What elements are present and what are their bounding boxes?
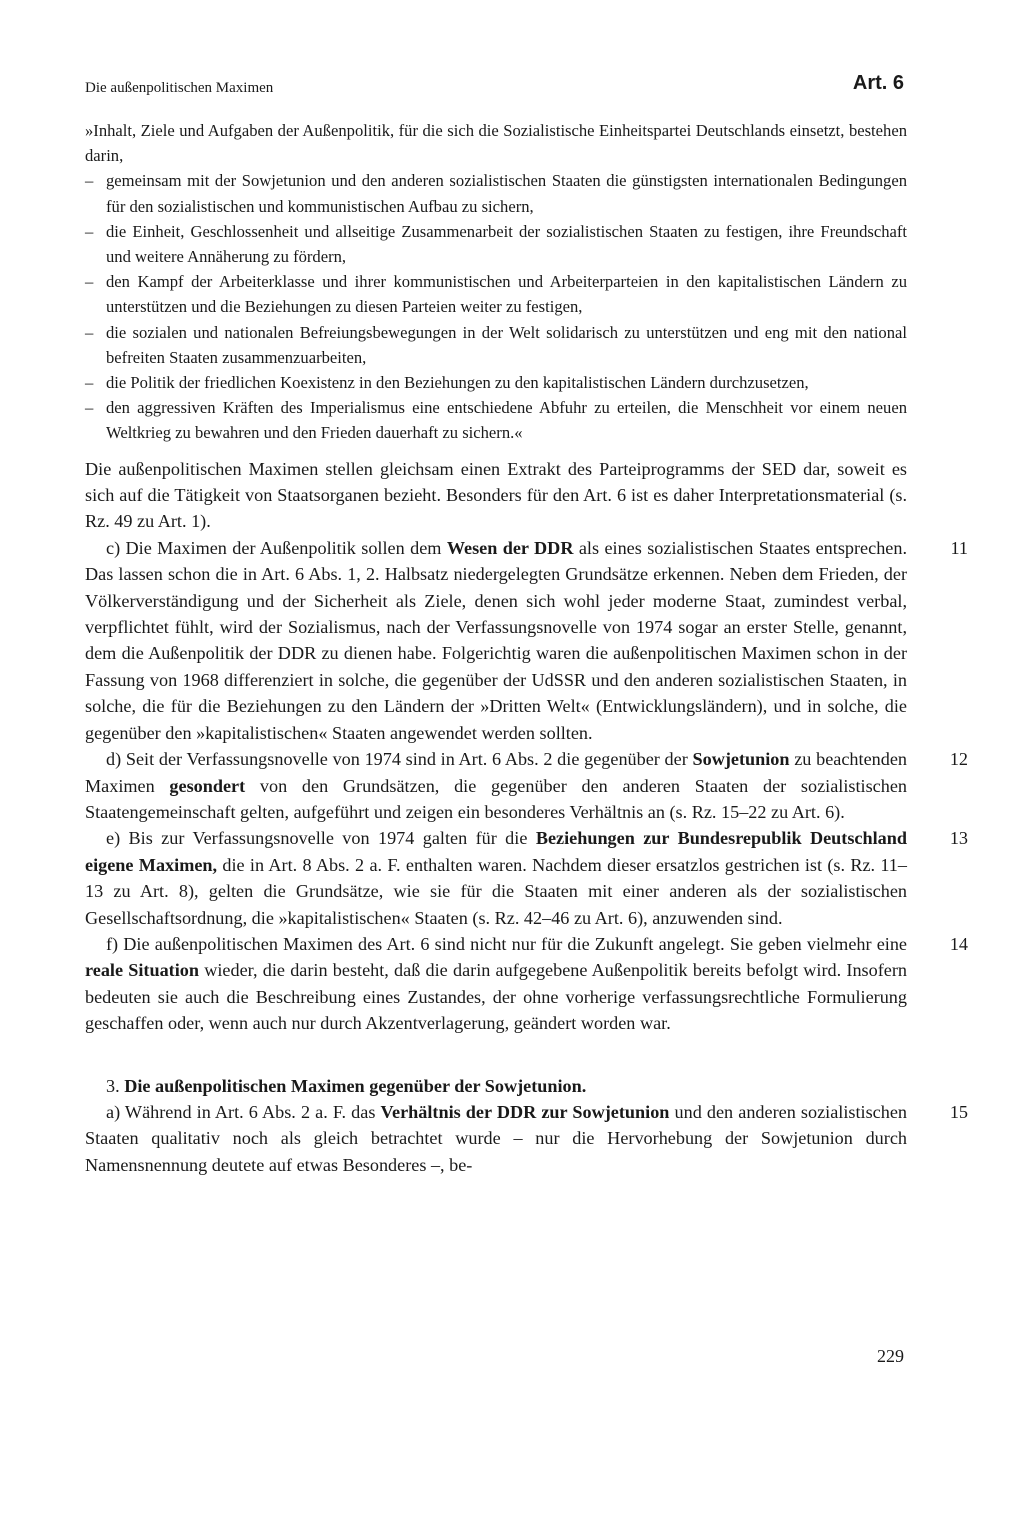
text-run: die in Art. 8 Abs. 2 a. F. enthalten waren. Nachdem dieser ersatzlos gestrichen ist (s. Rz. 11–13 zu Art. 8), gelten die Grundsätze, wie sie für die Staaten mit einer anderen als der sozialistischen Gesellschaftsordnung, die »kapitalistischen« Staaten (s. Rz. 42–46 zu Art. 6), anzuwenden sind.	[85, 854, 907, 928]
text-run: c) Die Maximen der Außenpolitik sollen dem	[106, 537, 447, 558]
quote-item	[85, 395, 907, 445]
section-heading	[85, 1073, 907, 1099]
quote-item	[85, 320, 907, 370]
bold-run: Verhältnis der DDR zur Sowjetunion	[380, 1101, 670, 1122]
dash-bullet: –	[85, 221, 94, 241]
text-run: e) Bis zur Verfassungsnovelle von 1974 galten für die	[106, 828, 536, 849]
quote-item	[85, 370, 907, 395]
paragraph-13	[85, 825, 968, 931]
quote-item-text: gemeinsam mit der Sowjetunion und den anderen sozialistischen Staaten die günstigsten internationalen Bedingungen für den sozialistischen und kommunistischen Aufbau zu sichern,	[106, 171, 907, 216]
section-title: Die außenpolitischen Maximen gegenüber der Sowjetunion.	[124, 1075, 587, 1096]
bold-run: reale Situation	[85, 960, 200, 981]
program-quote	[85, 118, 907, 446]
paragraph-14	[85, 931, 968, 1037]
quote-item-text: den aggressiven Kräften des Imperialismus eine entschiedene Abfuhr zu erteilen, die Menschheit vor einem neuen Weltkrieg zu bewahren und den Frieden dauerhaft zu sichern.«	[106, 398, 907, 443]
text-run: f) Die außenpolitischen Maximen des Art. 6 sind nicht nur für die Zukunft angelegt. Sie geben vielmehr eine	[106, 933, 907, 954]
bold-run: Wesen der DDR	[446, 537, 574, 558]
quote-item	[85, 168, 907, 218]
section-number: 3.	[106, 1075, 125, 1096]
quote-item-text: die Politik der friedlichen Koexistenz in den Beziehungen zu den kapitalistischen Ländern durchzusetzen,	[106, 373, 809, 393]
quote-item-text: den Kampf der Arbeiterklasse und ihrer kommunistischen und Arbeiterparteien in den kapitalistischen Ländern zu unterstützen und die Beziehungen zu diesen Parteien weiter zu festigen,	[106, 272, 907, 317]
text-run: d) Seit der Verfassungsnovelle von 1974 sind in Art. 6 Abs. 2 die gegenüber der	[106, 749, 693, 770]
bold-run: Beziehungen zur Bundesrepublik Deutschland eigene Maximen,	[85, 828, 907, 875]
text-run: zu beachtenden Maximen	[85, 749, 907, 796]
quote-item	[85, 219, 907, 269]
dash-bullet: –	[85, 322, 94, 342]
quote-item	[85, 269, 907, 319]
dash-bullet: –	[85, 398, 94, 418]
paragraph-11	[85, 535, 968, 746]
margin-number: 12	[949, 749, 968, 770]
text-run: wieder, die darin besteht, daß die darin aufgegebene Außenpolitik bereits befolgt wird. Insofern bedeuten sie auch die Beschreibung eines Zustandes, der ohne vorherige verfassungsrechtliche Formulierung geschaffen oder, wenn auch nur durch Akzentverlagerung, geändert worden war.	[85, 960, 907, 1034]
body-text	[85, 456, 968, 1179]
bold-run: gesondert	[169, 775, 246, 796]
quote-item-text: die sozialen und nationalen Befreiungsbewegungen in der Welt solidarisch zu unterstützen und eng mit den national befreiten Staaten zusammenzuarbeiten,	[106, 322, 907, 367]
page-number: 229	[877, 1346, 904, 1366]
quote-list	[85, 168, 907, 445]
quote-intro: »Inhalt, Ziele und Aufgaben der Außenpolitik, für die sich die Sozialistische Einheitspartei Deutschlands einsetzt, bestehen darin,	[85, 121, 907, 166]
text-run: als eines sozialistischen Staates entsprechen. Das lassen schon die in Art. 6 Abs. 1, 2. Halbsatz niedergelegten Grundsätze erkennen. Neben dem Frieden, der Völkerverständigung und der Sicherheit als Ziele, denen sich wohl jeder moderne Staat, zumindest verbal, verpflichtet fühlt, wird der Sozialismus, nach der Verfassungsnovelle von 1974 sogar an erster Stelle, genannt, dem die Außenpolitik der DDR zu dienen habe. Folgerichtig waren die außenpolitischen Maximen schon in der Fassung von 1968 differenziert in solche, die gegenüber der UdSSR und den anderen sozialistischen Staaten, in solche, die für die Beziehungen zu den Ländern der »Dritten Welt« (Entwicklungsländern), und in solche, die gegenüber den »kapitalistischen« Staaten angewendet werden sollten.	[85, 537, 907, 743]
margin-number: 13	[949, 828, 968, 849]
dash-bullet: –	[85, 171, 94, 191]
paragraph-intro: Die außenpolitischen Maximen stellen gleichsam einen Extrakt des Parteiprogramms der SED dar, soweit es sich auf die Tätigkeit von Staatsorganen bezieht. Besonders für den Art. 6 ist es daher Interpretationsmaterial (s. Rz. 49 zu Art. 1).	[85, 458, 907, 532]
page-content	[85, 118, 968, 1178]
text-run: von den Grundsätzen, die gegenüber den anderen Staaten der sozialistischen Staatengemeinschaft gelten, aufgeführt und zeigen ein besonderes Verhältnis an (s. Rz. 15–22 zu Art. 6).	[85, 775, 907, 822]
margin-number: 14	[949, 933, 968, 954]
text-run: und den anderen sozialistischen Staaten qualitativ noch als gleich betrachtet wurde – nur die Hervorhebung der Sowjetunion durch Namensnennung deutete auf etwas Besonderes –, be-	[85, 1101, 907, 1175]
paragraph-12	[85, 746, 968, 825]
paragraph-15	[85, 1099, 968, 1178]
text-run: a) Während in Art. 6 Abs. 2 a. F. das	[106, 1101, 381, 1122]
dash-bullet: –	[85, 373, 94, 393]
quote-item-text: die Einheit, Geschlossenheit und allseitige Zusammenarbeit der sozialistischen Staaten zu festigen, ihre Freundschaft und weitere Annäherung zu fördern,	[106, 221, 907, 267]
article-label: Art. 6	[852, 72, 904, 94]
bold-run: Sowjetunion	[692, 749, 790, 770]
running-head: Die außenpolitischen Maximen	[85, 80, 274, 96]
dash-bullet: –	[85, 272, 94, 292]
margin-number: 11	[950, 537, 968, 558]
margin-number: 15	[949, 1101, 968, 1122]
